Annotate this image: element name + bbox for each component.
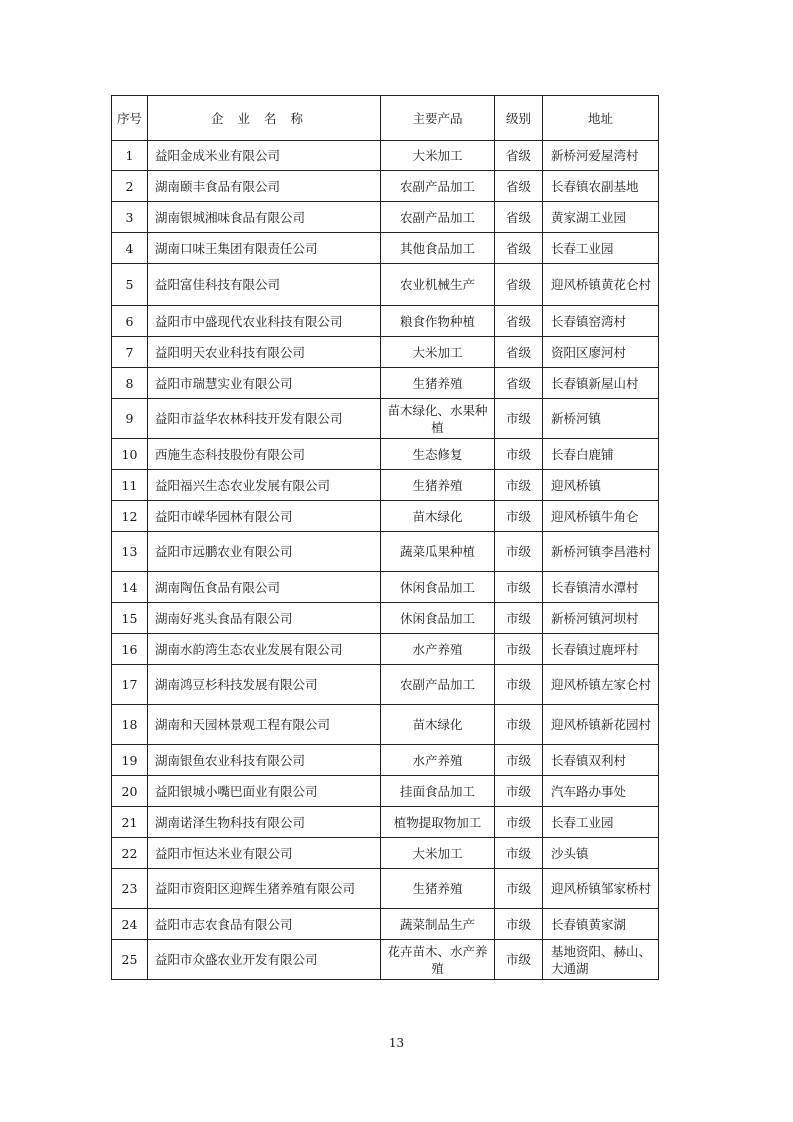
cell-name: 益阳市中盛现代农业科技有限公司 (148, 306, 381, 337)
cell-no: 24 (112, 909, 148, 940)
table-row (112, 470, 659, 501)
header-no: 序号 (112, 96, 148, 141)
cell-level: 市级 (495, 838, 543, 869)
cell-address: 迎风桥镇黄花仑村 (543, 264, 659, 306)
cell-level: 市级 (495, 634, 543, 665)
cell-no: 8 (112, 368, 148, 399)
cell-address: 长春镇过鹿坪村 (543, 634, 659, 665)
cell-no: 6 (112, 306, 148, 337)
cell-level: 市级 (495, 940, 543, 980)
cell-no: 4 (112, 233, 148, 264)
cell-product: 花卉苗木、水产养殖 (381, 940, 495, 980)
header-level: 级别 (495, 96, 543, 141)
cell-no: 15 (112, 603, 148, 634)
cell-address: 迎风桥镇邹家桥村 (543, 869, 659, 909)
cell-name: 湖南鸿豆杉科技发展有限公司 (148, 665, 381, 705)
cell-name: 益阳市恒达米业有限公司 (148, 838, 381, 869)
cell-product: 植物提取物加工 (381, 807, 495, 838)
cell-name: 益阳福兴生态农业发展有限公司 (148, 470, 381, 501)
cell-no: 16 (112, 634, 148, 665)
table-row (112, 603, 659, 634)
cell-address: 长春镇窑湾村 (543, 306, 659, 337)
cell-level: 省级 (495, 337, 543, 368)
cell-name: 湖南口味王集团有限责任公司 (148, 233, 381, 264)
cell-address: 长春白鹿铺 (543, 439, 659, 470)
cell-name: 湖南陶伍食品有限公司 (148, 572, 381, 603)
cell-address: 资阳区廖河村 (543, 337, 659, 368)
cell-product: 大米加工 (381, 838, 495, 869)
cell-no: 22 (112, 838, 148, 869)
cell-address: 黄家湖工业园 (543, 202, 659, 233)
cell-level: 市级 (495, 776, 543, 807)
cell-name: 西施生态科技股份有限公司 (148, 439, 381, 470)
cell-level: 省级 (495, 233, 543, 264)
header-address: 地址 (543, 96, 659, 141)
cell-level: 市级 (495, 399, 543, 439)
table-row (112, 869, 659, 909)
cell-address: 基地资阳、赫山、大通湖 (543, 940, 659, 980)
table-row (112, 909, 659, 940)
cell-address: 新桥河镇李昌港村 (543, 532, 659, 572)
cell-name: 益阳银城小嘴巴面业有限公司 (148, 776, 381, 807)
cell-level: 市级 (495, 572, 543, 603)
table-row (112, 572, 659, 603)
table-row (112, 264, 659, 306)
cell-no: 13 (112, 532, 148, 572)
cell-name: 湖南颐丰食品有限公司 (148, 171, 381, 202)
cell-product: 粮食作物种植 (381, 306, 495, 337)
table-row (112, 439, 659, 470)
cell-product: 水产养殖 (381, 745, 495, 776)
cell-level: 省级 (495, 368, 543, 399)
cell-name: 湖南诺泽生物科技有限公司 (148, 807, 381, 838)
cell-product: 农业机械生产 (381, 264, 495, 306)
cell-level: 省级 (495, 264, 543, 306)
cell-no: 17 (112, 665, 148, 705)
cell-level: 市级 (495, 439, 543, 470)
cell-name: 益阳市志农食品有限公司 (148, 909, 381, 940)
cell-no: 12 (112, 501, 148, 532)
cell-no: 14 (112, 572, 148, 603)
cell-no: 9 (112, 399, 148, 439)
cell-name: 益阳富佳科技有限公司 (148, 264, 381, 306)
cell-no: 3 (112, 202, 148, 233)
page-number: 13 (388, 1036, 405, 1050)
cell-address: 长春镇清水潭村 (543, 572, 659, 603)
cell-address: 新桥河镇河坝村 (543, 603, 659, 634)
cell-address: 汽车路办事处 (543, 776, 659, 807)
cell-name: 益阳金成米业有限公司 (148, 141, 381, 171)
table-row (112, 141, 659, 171)
table-row (112, 368, 659, 399)
table-row (112, 776, 659, 807)
cell-product: 生态修复 (381, 439, 495, 470)
cell-name: 湖南好兆头食品有限公司 (148, 603, 381, 634)
cell-no: 7 (112, 337, 148, 368)
cell-product: 苗木绿化 (381, 705, 495, 745)
cell-product: 苗木绿化 (381, 501, 495, 532)
table-row (112, 337, 659, 368)
cell-product: 其他食品加工 (381, 233, 495, 264)
cell-level: 省级 (495, 306, 543, 337)
cell-name: 湖南水韵湾生态农业发展有限公司 (148, 634, 381, 665)
cell-no: 10 (112, 439, 148, 470)
cell-level: 市级 (495, 745, 543, 776)
table-row (112, 171, 659, 202)
cell-no: 2 (112, 171, 148, 202)
cell-name: 益阳市远鹏农业有限公司 (148, 532, 381, 572)
cell-level: 市级 (495, 869, 543, 909)
cell-name: 益阳市益华农林科技开发有限公司 (148, 399, 381, 439)
cell-name: 益阳市众盛农业开发有限公司 (148, 940, 381, 980)
table-row (112, 807, 659, 838)
cell-no: 1 (112, 141, 148, 171)
table-row (112, 838, 659, 869)
cell-name: 益阳市瑞慧实业有限公司 (148, 368, 381, 399)
cell-address: 新桥河镇 (543, 399, 659, 439)
cell-address: 长春镇新屋山村 (543, 368, 659, 399)
cell-no: 11 (112, 470, 148, 501)
cell-level: 市级 (495, 532, 543, 572)
table-row (112, 532, 659, 572)
table-body (112, 141, 659, 980)
cell-product: 休闲食品加工 (381, 572, 495, 603)
cell-product: 蔬菜制品生产 (381, 909, 495, 940)
cell-level: 省级 (495, 171, 543, 202)
table-row (112, 705, 659, 745)
cell-name: 益阳市嵘华园林有限公司 (148, 501, 381, 532)
cell-product: 苗木绿化、水果种植 (381, 399, 495, 439)
cell-level: 市级 (495, 470, 543, 501)
cell-address: 长春镇农副基地 (543, 171, 659, 202)
cell-address: 沙头镇 (543, 838, 659, 869)
cell-level: 市级 (495, 665, 543, 705)
cell-level: 省级 (495, 141, 543, 171)
table-row (112, 940, 659, 980)
cell-address: 长春工业园 (543, 807, 659, 838)
cell-name: 湖南银城湘味食品有限公司 (148, 202, 381, 233)
cell-product: 大米加工 (381, 141, 495, 171)
cell-level: 市级 (495, 501, 543, 532)
cell-product: 农副产品加工 (381, 665, 495, 705)
cell-product: 生猪养殖 (381, 470, 495, 501)
cell-no: 25 (112, 940, 148, 980)
table-row (112, 634, 659, 665)
table-header-row (112, 96, 659, 141)
cell-product: 休闲食品加工 (381, 603, 495, 634)
cell-level: 市级 (495, 705, 543, 745)
cell-address: 长春镇双利村 (543, 745, 659, 776)
table-row (112, 202, 659, 233)
cell-product: 蔬菜瓜果种植 (381, 532, 495, 572)
header-name (148, 96, 381, 141)
cell-name: 湖南银鱼农业科技有限公司 (148, 745, 381, 776)
cell-address: 迎风桥镇牛角仑 (543, 501, 659, 532)
cell-no: 5 (112, 264, 148, 306)
cell-no: 18 (112, 705, 148, 745)
cell-level: 市级 (495, 807, 543, 838)
enterprise-table (111, 95, 659, 980)
cell-no: 20 (112, 776, 148, 807)
cell-address: 新桥河爱屋湾村 (543, 141, 659, 171)
cell-address: 长春工业园 (543, 233, 659, 264)
cell-name: 益阳明天农业科技有限公司 (148, 337, 381, 368)
table-row (112, 745, 659, 776)
cell-level: 市级 (495, 603, 543, 634)
table-row (112, 399, 659, 439)
header-name-text: 企业名称 (210, 110, 317, 126)
cell-product: 水产养殖 (381, 634, 495, 665)
table-row (112, 501, 659, 532)
cell-level: 市级 (495, 909, 543, 940)
cell-address: 迎风桥镇左家仑村 (543, 665, 659, 705)
cell-name: 益阳市资阳区迎辉生猪养殖有限公司 (148, 869, 381, 909)
cell-address: 迎风桥镇 (543, 470, 659, 501)
cell-product: 生猪养殖 (381, 869, 495, 909)
cell-name: 湖南和天园林景观工程有限公司 (148, 705, 381, 745)
cell-address: 迎风桥镇新花园村 (543, 705, 659, 745)
cell-level: 省级 (495, 202, 543, 233)
cell-product: 挂面食品加工 (381, 776, 495, 807)
cell-no: 19 (112, 745, 148, 776)
cell-address: 长春镇黄家湖 (543, 909, 659, 940)
cell-product: 农副产品加工 (381, 171, 495, 202)
table-row (112, 665, 659, 705)
cell-product: 大米加工 (381, 337, 495, 368)
cell-no: 23 (112, 869, 148, 909)
cell-no: 21 (112, 807, 148, 838)
table-row (112, 233, 659, 264)
header-product: 主要产品 (381, 96, 495, 141)
cell-product: 生猪养殖 (381, 368, 495, 399)
cell-product: 农副产品加工 (381, 202, 495, 233)
table-row (112, 306, 659, 337)
